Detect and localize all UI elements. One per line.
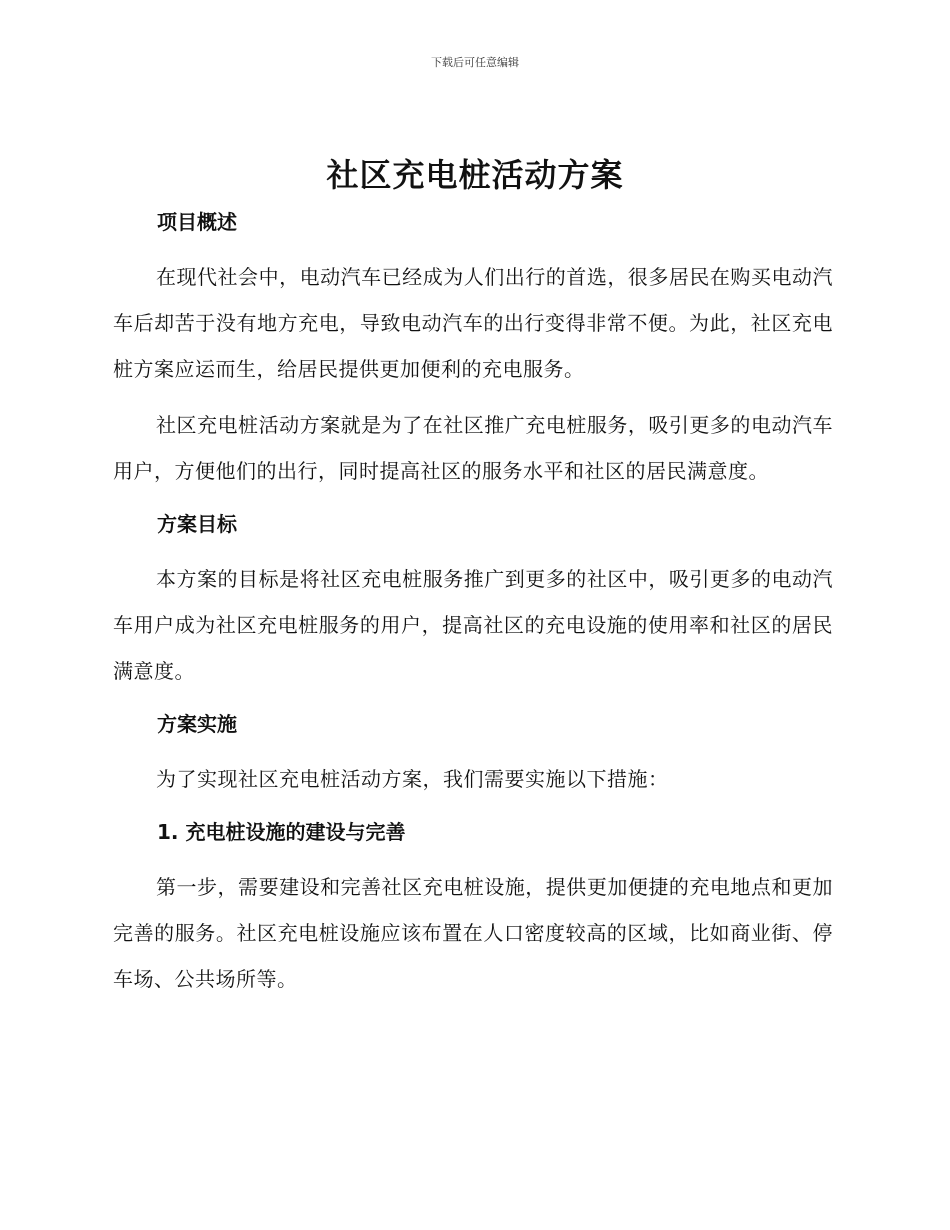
paragraph-step-1: 第一步，需要建设和完善社区充电桩设施，提供更加便捷的充电地点和更加完善的服务。社区充电桩设施应该布置在人口密度较高的区域，比如商业街、停车场、公共场所等。 xyxy=(113,875,833,991)
section-heading-overview: 项目概述 xyxy=(157,210,237,234)
paragraph-overview-1: 在现代社会中，电动汽车已经成为人们出行的首选，很多居民在购买电动汽车后却苦于没有地方充电，导致电动汽车的出行变得非常不便。为此，社区充电桩方案应运而生，给居民提供更加便利的充电服务。 xyxy=(113,265,833,381)
section-heading-step-1: 1. 充电桩设施的建设与完善 xyxy=(157,820,406,844)
header-note: 下载后可任意编辑 xyxy=(431,56,519,69)
paragraph-overview-2: 社区充电桩活动方案就是为了在社区推广充电桩服务，吸引更多的电动汽车用户，方便他们的出行，同时提高社区的服务水平和社区的居民满意度。 xyxy=(113,413,833,483)
document-body xyxy=(113,202,833,1012)
document-title: 社区充电桩活动方案 xyxy=(326,156,624,194)
section-heading-goal: 方案目标 xyxy=(157,512,237,536)
section-heading-implementation: 方案实施 xyxy=(157,712,237,736)
paragraph-goal-1: 本方案的目标是将社区充电桩服务推广到更多的社区中，吸引更多的电动汽车用户成为社区充电桩服务的用户，提高社区的充电设施的使用率和社区的居民满意度。 xyxy=(113,567,833,683)
paragraph-implementation-1: 为了实现社区充电桩活动方案，我们需要实施以下措施： xyxy=(156,767,669,791)
